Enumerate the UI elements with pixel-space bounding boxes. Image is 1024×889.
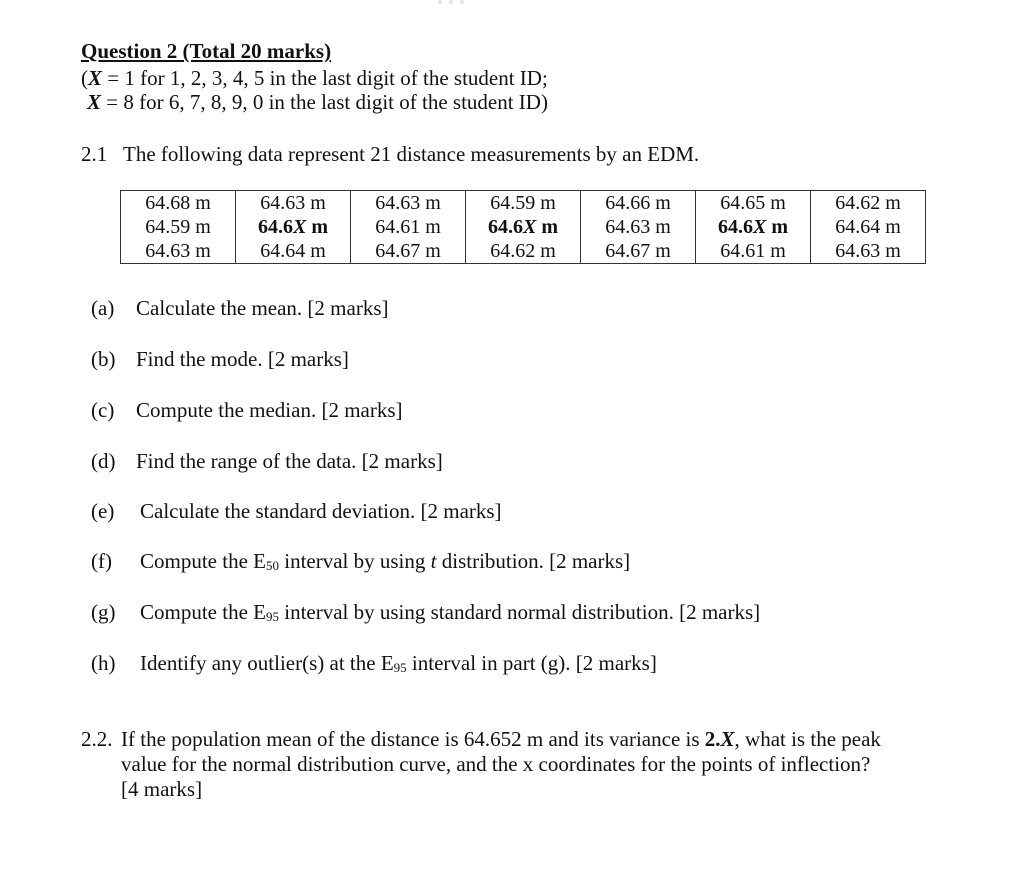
part-text: Calculate the mean. [2 marks] [136, 296, 389, 320]
part-h [91, 651, 657, 680]
part-d [91, 449, 443, 473]
table-cell: 64.65 m [696, 191, 811, 216]
table-cell: 64.64 m [236, 239, 351, 264]
table-cell: 64.63 m [351, 191, 466, 216]
part-text-post: interval by using standard normal distribution. [2 marks] [278, 600, 761, 624]
part-text-pre: Identify any outlier(s) at the E [140, 651, 394, 675]
table-cell: 64.63 m [811, 239, 926, 264]
part-label: (g) [91, 600, 116, 624]
part-label: (f) [91, 549, 112, 573]
table-cell: 64.59 m [466, 191, 581, 216]
table-cell-variable: 64.6X m [236, 215, 351, 239]
table-row [121, 215, 926, 239]
question-2-2-text [121, 727, 881, 802]
part-text-pre: Compute the E [140, 600, 266, 624]
question-2-1 [81, 142, 699, 166]
part-label: (a) [91, 296, 115, 320]
part-text-post: distribution. [2 marks] [436, 549, 631, 573]
part-e [91, 499, 502, 523]
part-text: Calculate the standard deviation. [2 marks] [140, 499, 502, 523]
part-label: (b) [91, 347, 116, 371]
table-cell: 64.63 m [581, 215, 696, 239]
part-text: Find the mode. [2 marks] [136, 347, 349, 371]
table-row [121, 239, 926, 264]
table-cell: 64.63 m [236, 191, 351, 216]
question-heading: Question 2 (Total 20 marks) [81, 39, 332, 63]
table-cell: 64.59 m [121, 215, 236, 239]
part-f [91, 549, 630, 578]
question-2-2 [81, 727, 881, 802]
condition-line-1: (X = 1 for 1, 2, 3, 4, 5 in the last digit of the student ID; [81, 66, 548, 90]
part-b [91, 347, 349, 371]
question-2-1-number: 2.1 [81, 142, 108, 166]
window-handle-dots [438, 0, 464, 4]
part-g [91, 600, 760, 629]
part-label: (c) [91, 398, 115, 422]
question-2-2-number: 2.2. [81, 727, 113, 751]
part-label: (d) [91, 449, 116, 473]
table-cell: 64.61 m [696, 239, 811, 264]
measurement-table [120, 190, 926, 264]
table-cell: 64.67 m [581, 239, 696, 264]
table-cell: 64.63 m [121, 239, 236, 264]
table-cell: 64.61 m [351, 215, 466, 239]
italic-variable: t [430, 549, 437, 573]
table-cell: 64.62 m [466, 239, 581, 264]
part-text: Compute the median. [2 marks] [136, 398, 403, 422]
condition-line-2: X = 8 for 6, 7, 8, 9, 0 in the last digit of the student ID) [87, 90, 548, 114]
part-text-mid: interval by using [278, 549, 431, 573]
part-text-pre: Compute the E [140, 549, 266, 573]
part-label: (e) [91, 499, 115, 523]
part-c [91, 398, 403, 422]
table-row [121, 191, 926, 216]
question-2-2-text-after: , what is the peak value for the normal distribution curve, and the x coordinates for the points of inflection? [4 marks] [121, 727, 881, 801]
subscript: 50 [265, 558, 279, 573]
part-text: Find the range of the data. [2 marks] [136, 449, 443, 473]
table-cell: 64.68 m [121, 191, 236, 216]
table-cell: 64.64 m [811, 215, 926, 239]
question-2-2-text-before: If the population mean of the distance is 64.652 m and its variance is [121, 727, 705, 751]
table-cell: 64.66 m [581, 191, 696, 216]
subscript: 95 [265, 609, 279, 624]
part-text-post: interval in part (g). [2 marks] [406, 651, 657, 675]
part-label: (h) [91, 651, 116, 675]
table-cell: 64.67 m [351, 239, 466, 264]
subscript: 95 [393, 660, 407, 675]
variance-value: 2.X [704, 727, 735, 751]
part-a [91, 296, 388, 320]
table-cell-variable: 64.6X m [696, 215, 811, 239]
table-cell-variable: 64.6X m [466, 215, 581, 239]
table-cell: 64.62 m [811, 191, 926, 216]
question-2-1-text: The following data represent 21 distance measurements by an EDM. [123, 142, 700, 166]
